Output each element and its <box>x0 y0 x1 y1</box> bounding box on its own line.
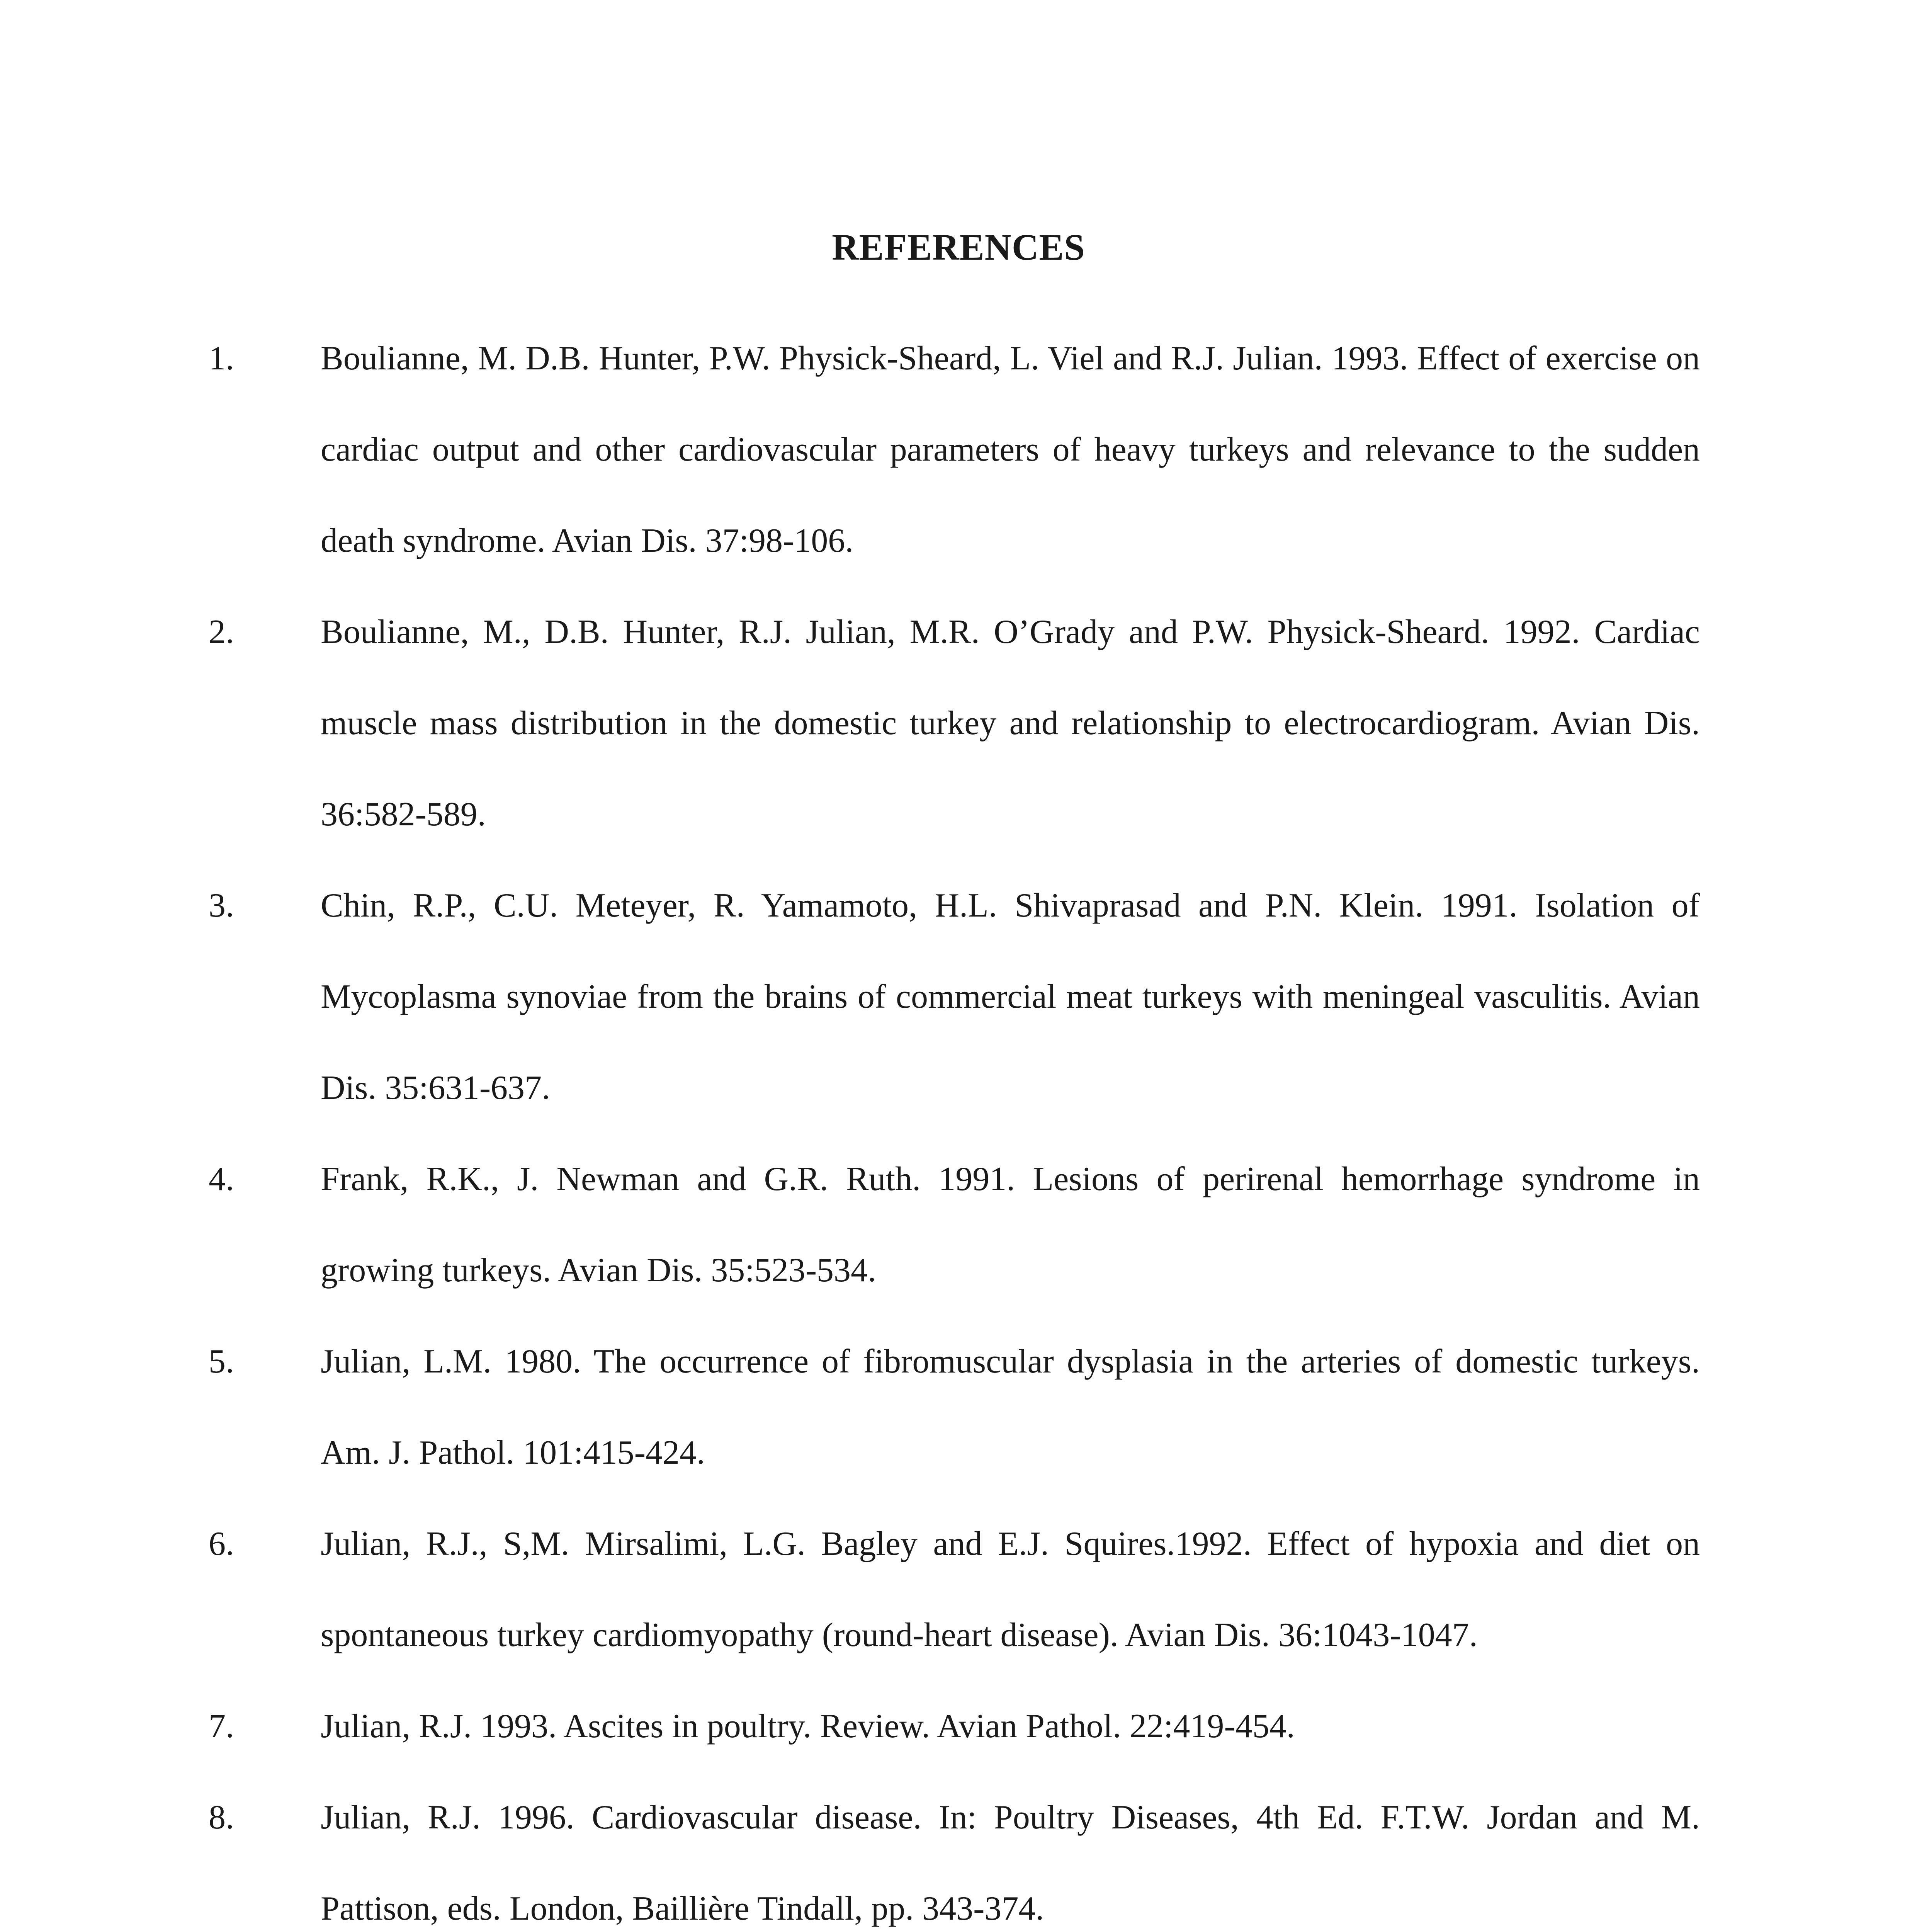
reference-number: 8. <box>209 1799 234 1836</box>
reference-text: Julian, R.J. 1993. Ascites in poultry. Review. Avian Pathol. 22:419-454. <box>321 1708 1295 1745</box>
reference-number: 3. <box>209 887 234 924</box>
page-title: REFERENCES <box>832 226 1085 268</box>
reference-item <box>209 1316 1715 1498</box>
reference-text: Boulianne, M., D.B. Hunter, R.J. Julian, M.R. O’Grady and P.W. Physick-Sheard. 1992. Cardiac muscle mass distribution in the domestic turkey and relationship to electrocardiogram. Avian Dis. 36:582-589. <box>321 613 1700 833</box>
reference-item <box>209 313 1715 587</box>
reference-item <box>209 1681 1715 1772</box>
reference-number: 2. <box>209 613 234 651</box>
reference-list <box>209 313 1715 1932</box>
reference-item <box>209 1772 1715 1932</box>
reference-text: Boulianne, M. D.B. Hunter, P.W. Physick-Sheard, L. Viel and R.J. Julian. 1993. Effect of exercise on cardiac output and other cardiovascular parameters of heavy turkeys and relevance to the sudden death syndrome. Avian Dis. 37:98-106. <box>321 340 1700 560</box>
reference-item <box>209 1134 1715 1316</box>
reference-number: 7. <box>209 1708 234 1745</box>
reference-text: Julian, L.M. 1980. The occurrence of fibromuscular dysplasia in the arteries of domestic turkeys. Am. J. Pathol. 101:415-424. <box>321 1343 1700 1471</box>
reference-number: 6. <box>209 1525 234 1563</box>
reference-number: 4. <box>209 1160 234 1198</box>
reference-number: 1. <box>209 340 234 377</box>
reference-text: Julian, R.J., S,M. Mirsalimi, L.G. Bagley and E.J. Squires.1992. Effect of hypoxia and diet on spontaneous turkey cardiomyopathy (round-heart disease). Avian Dis. 36:1043-1047. <box>321 1525 1700 1654</box>
reference-item <box>209 860 1715 1134</box>
reference-text: Chin, R.P., C.U. Meteyer, R. Yamamoto, H.L. Shivaprasad and P.N. Klein. 1991. Isolation of Mycoplasma synoviae from the brains of commercial meat turkeys with meningeal vasculitis. Avian Dis. 35:631-637. <box>321 887 1700 1107</box>
reference-text: Frank, R.K., J. Newman and G.R. Ruth. 1991. Lesions of perirenal hemorrhage syndrome in growing turkeys. Avian Dis. 35:523-534. <box>321 1160 1700 1289</box>
reference-text: Julian, R.J. 1996. Cardiovascular disease. In: Poultry Diseases, 4th Ed. F.T.W. Jordan and M. Pattison, eds. London, Baillière Tindall, pp. 343-374. <box>321 1799 1700 1927</box>
reference-item <box>209 587 1715 860</box>
reference-number: 5. <box>209 1343 234 1380</box>
reference-item <box>209 1498 1715 1681</box>
